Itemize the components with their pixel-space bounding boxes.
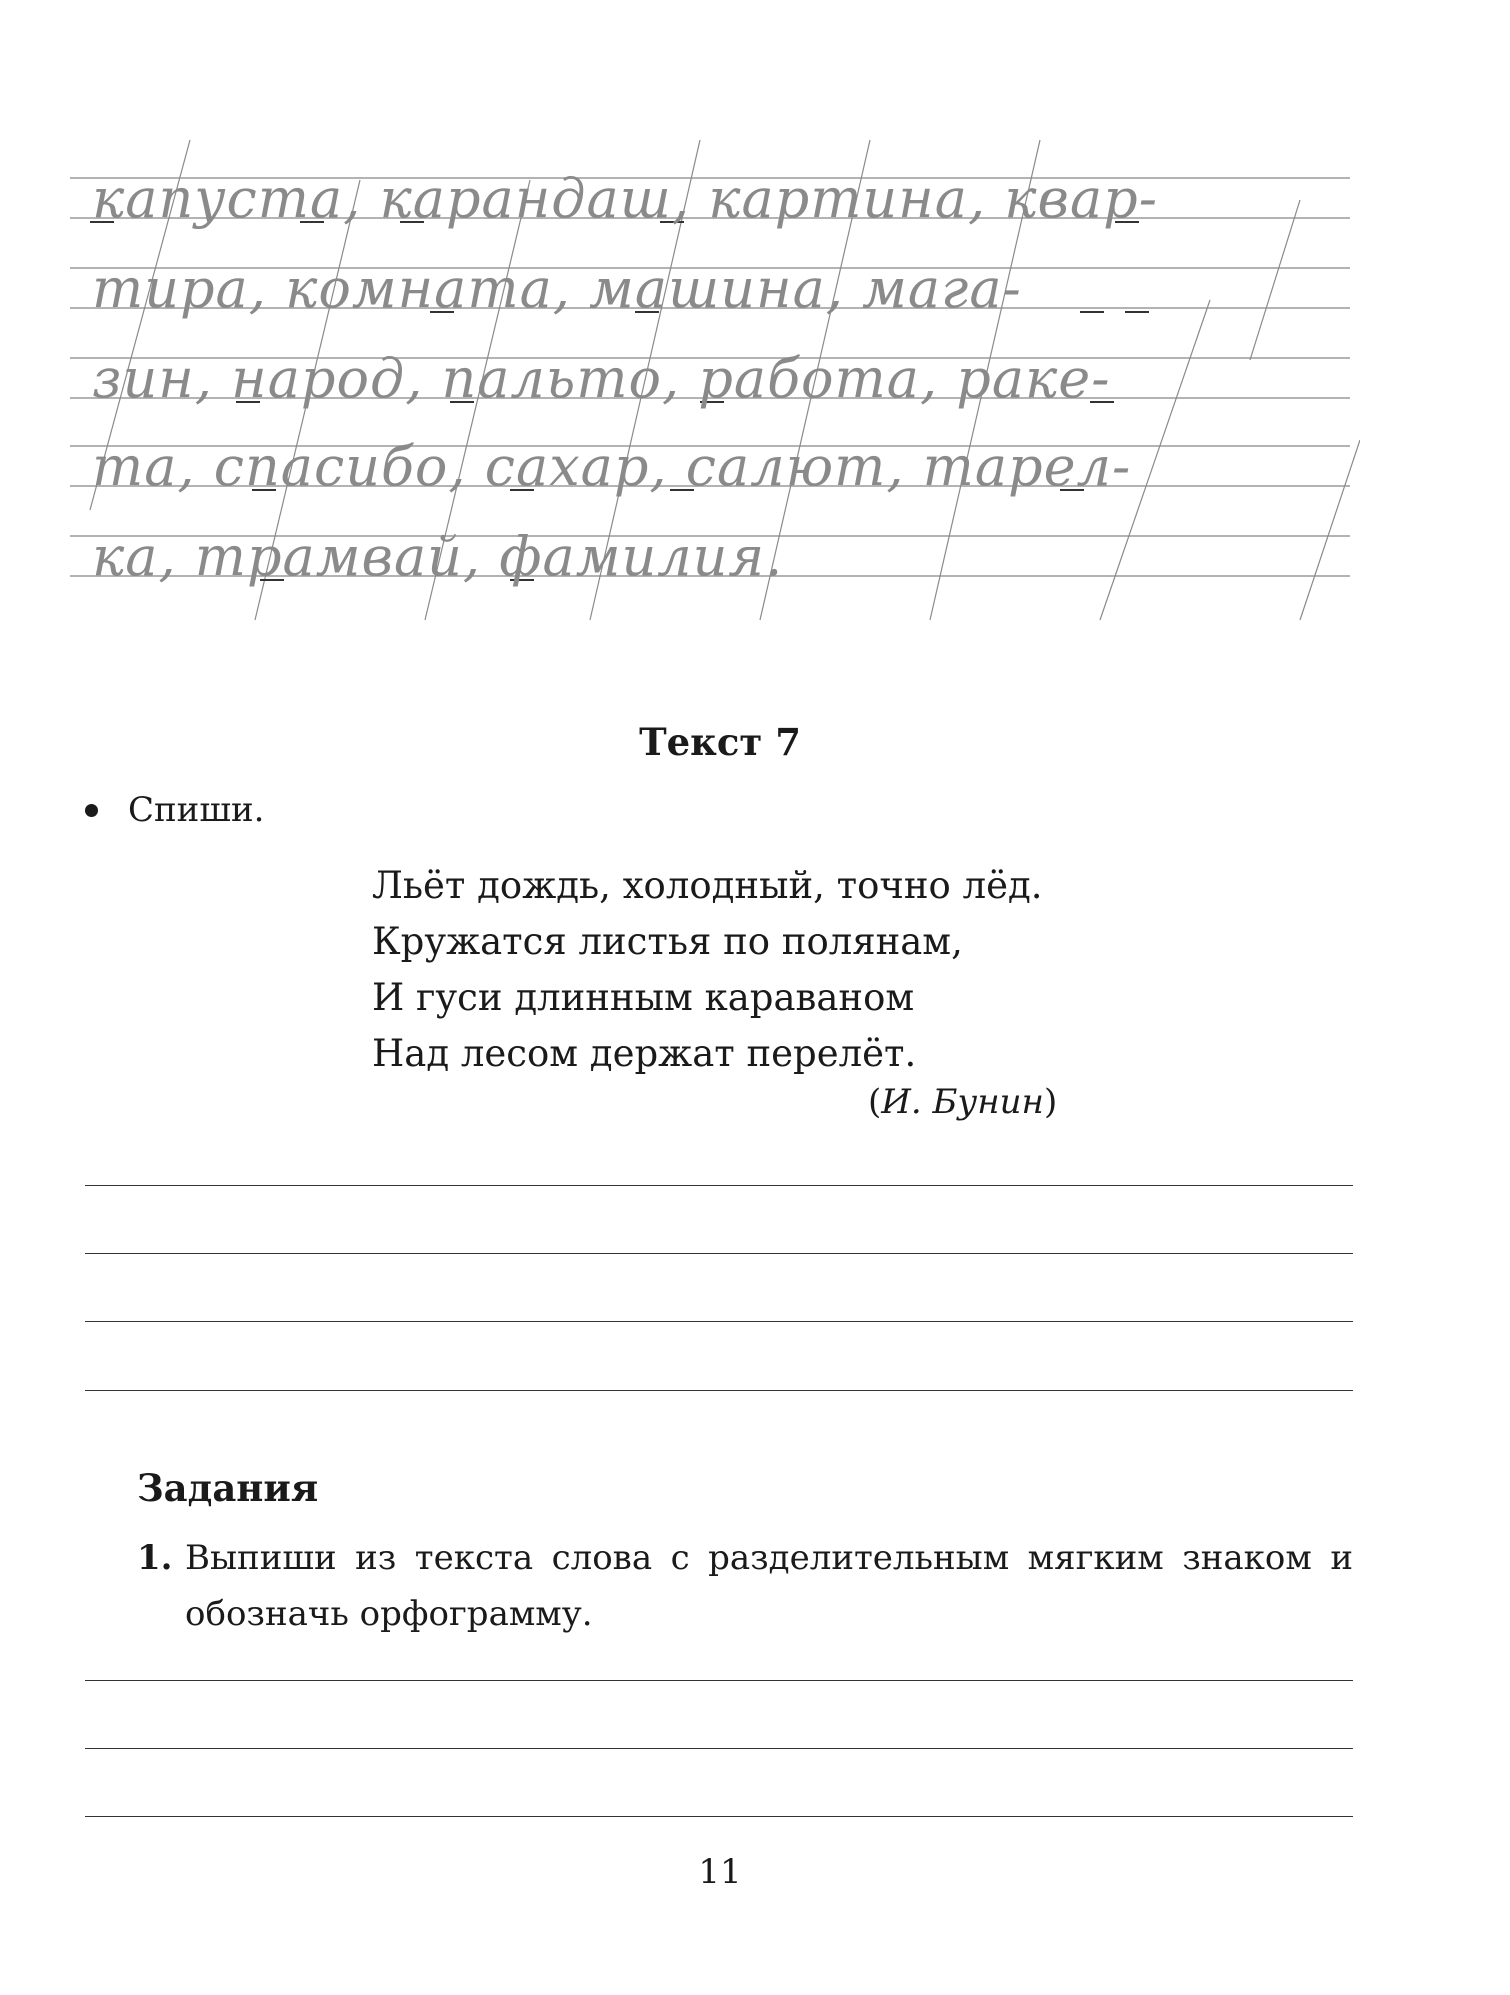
page-number: 11 [698,1852,742,1892]
answer-line[interactable] [85,1253,1353,1254]
answer-line[interactable] [85,1816,1353,1817]
author-name: И. Бунин [881,1082,1044,1122]
poem-author [868,1082,1057,1122]
task-item [137,1530,1353,1642]
tasks-heading: Задания [137,1466,319,1510]
poem-line: И гуси длинным караваном [372,976,915,1019]
copybook-line-2: тира, комната, машина, мага- [92,257,1022,320]
instruction-text: Спиши. [128,790,265,830]
task-text: Выпиши из текста слова с разделительным мягким знаком и обозначь орфограмму. [185,1538,1353,1634]
copybook-sample [70,140,1360,640]
instruction [85,790,264,830]
author-paren-close: ) [1043,1082,1058,1122]
copybook-line-1: капуста, карандаш, картина, квар- [92,167,1158,230]
copybook-line-4: та, спасибо, сахар, салют, тарел- [92,435,1132,498]
author-paren-open: ( [868,1082,882,1122]
slant-line [1300,440,1360,620]
poem-line: Над лесом держат перелёт. [372,1032,917,1075]
answer-line[interactable] [85,1680,1353,1681]
answer-line[interactable] [85,1390,1353,1391]
section-title: Текст 7 [639,720,801,764]
copybook-line-3: зин, народ, пальто, работа, ракe- [92,347,1111,410]
poem-line: Кружатся листья по полянам, [372,920,963,963]
answer-line[interactable] [85,1748,1353,1749]
answer-line[interactable] [85,1185,1353,1186]
poem [372,858,1043,1082]
answer-line[interactable] [85,1321,1353,1322]
poem-line: Льёт дождь, холодный, точно лёд. [372,864,1043,907]
copybook-line-5: ка, трамвай, фамилия. [92,525,784,588]
task-number: 1. [137,1538,173,1578]
bullet-icon [85,804,98,817]
slant-line [1250,200,1300,360]
